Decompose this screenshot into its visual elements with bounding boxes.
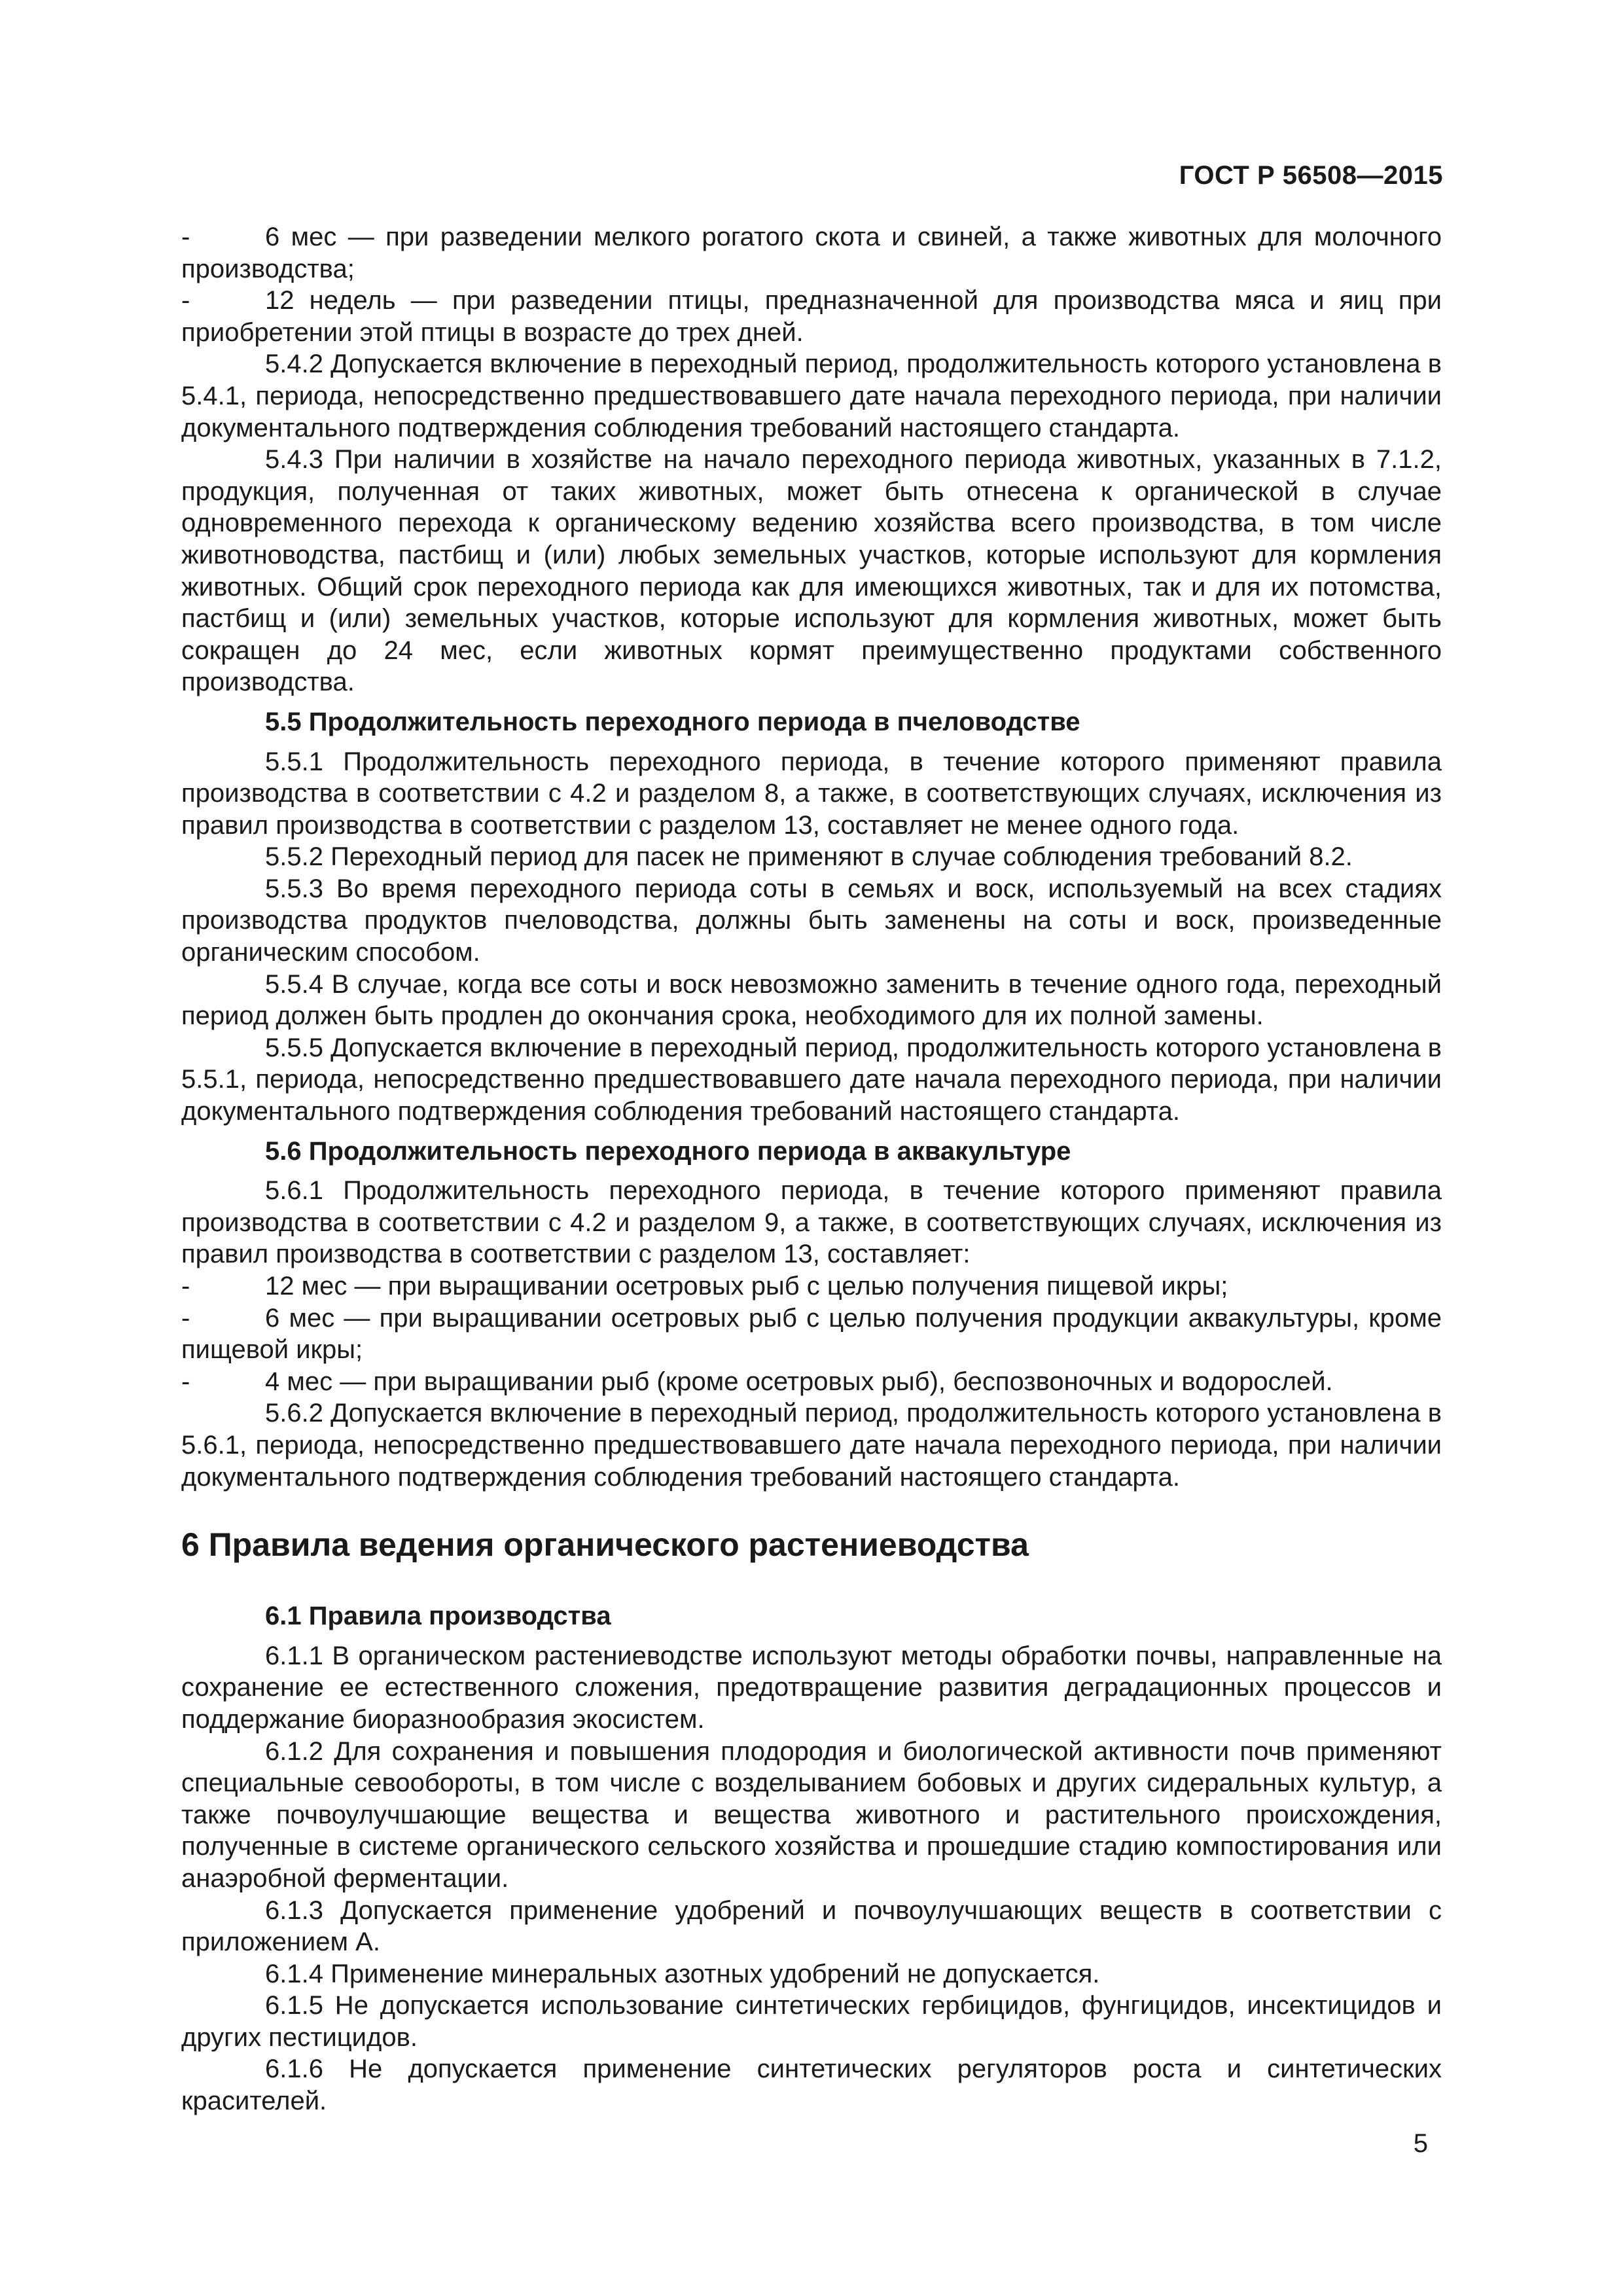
paragraph-6-1-4: 6.1.4 Применение минеральных азотных удобрений не допускается. — [265, 1959, 1100, 1988]
paragraph-5-6-1: 5.6.1 Продолжительность переходного периода, в течение которого применяют правила производства в соответствии с 4.2 и разделом 9, а также, в соответствующих случаях, исключения из правил производства в соответствии с разделом 13, составляет: — [181, 1176, 1442, 1269]
paragraph-5-6-2: 5.6.2 Допускается включение в переходный период, продолжительность которого установлена в 5.6.1, периода, непосредственно предшествовавшего дате начала переходного периода, при наличии документального подтверждения соблюдения требований настоящего стандарта. — [181, 1399, 1442, 1492]
paragraph-5-5-3: 5.5.3 Во время переходного периода соты в семьях и воск, используемый на всех стадиях производства продуктов пчеловодства, должны быть заменены на соты и воск, произведенные органическим способом. — [181, 874, 1442, 967]
paragraph-5-5-4: 5.5.4 В случае, когда все соты и воск невозможно заменить в течение одного года, переходный период должен быть продлен до окончания срока, необходимого для их полной замены. — [181, 969, 1442, 1031]
paragraph-6-1-1: 6.1.1 В органическом растениеводстве используют методы обработки почвы, направленные на сохранение ее естественного сложения, предотвращение развития деградационных процессов и поддержание биоразнообразия экосистем. — [181, 1641, 1442, 1734]
list-item: - 12 мес — при выращивании осетровых рыб с целью получения пищевой икры; — [181, 1272, 1228, 1300]
subsection-heading-6-1: 6.1 Правила производства — [265, 1602, 611, 1631]
paragraph-5-5-1: 5.5.1 Продолжительность переходного периода, в течение которого применяют правила производства в соответствии с 4.2 и разделом 8, а также, в соответствующих случаях, исключения из правил производства в соответствии с разделом 13, составляет не менее одного года. — [181, 747, 1442, 840]
list-item: - 12 недель — при разведении птицы, предназначенной для производства мяса и яиц при приобретении этой птицы в возрасте до трех дней. — [181, 286, 1442, 347]
paragraph-5-5-5: 5.5.5 Допускается включение в переходный период, продолжительность которого установлена в 5.5.1, периода, непосредственно предшествовавшего дате начала переходного периода, при наличии документального подтверждения соблюдения требований настоящего стандарта. — [181, 1033, 1442, 1126]
paragraph-6-1-2: 6.1.2 Для сохранения и повышения плодородия и биологической активности почв применяют специальные севообороты, в том числе с возделыванием бобовых и других сидеральных культур, а также почвоулучшающие вещества и вещества животного и растительного происхождения, полученные в системе органического сельского хозяйства и прошедшие стадию компостирования или анаэробной ферментации. — [181, 1736, 1442, 1893]
list-item: - 4 мес — при выращивании рыб (кроме осетровых рыб), беспозвоночных и водорослей. — [181, 1367, 1333, 1396]
document-body — [181, 221, 1442, 2117]
paragraph-6-1-3: 6.1.3 Допускается применение удобрений и почвоулучшающих веществ в соответствии с приложением А. — [181, 1895, 1442, 1957]
list-item: - 6 мес — при разведении мелкого рогатого скота и свиней, а также животных для молочного производства; — [181, 223, 1442, 283]
paragraph-5-4-3: 5.4.3 При наличии в хозяйстве на начало переходного периода животных, указанных в 7.1.2, продукция, полученная от таких животных, может быть отнесена к органической в случае одновременного перехода к органическому ведению хозяйства всего производства, в том числе животноводства, пастбищ и (или) любых земельных участков, которые используют для кормления животных. Общий срок переходного периода как для имеющихся животных, так и для их потомства, пастбищ и (или) земельных участков, которые используют для кормления животных, может быть сокращен до 24 мес, если животных кормят преимущественно продуктами собственного производства. — [181, 445, 1442, 697]
paragraph-6-1-5: 6.1.5 Не допускается использование синтетических гербицидов, фунгицидов, инсектицидов и других пестицидов. — [181, 1991, 1442, 2052]
paragraph-5-5-2: 5.5.2 Переходный период для пасек не применяют в случае соблюдения требований 8.2. — [265, 842, 1353, 872]
document-header-id: ГОСТ Р 56508—2015 — [1179, 161, 1443, 190]
subsection-heading-5-6: 5.6 Продолжительность переходного периода в аквакультуре — [265, 1136, 1071, 1166]
list-item: - 6 мес — при выращивании осетровых рыб с целью получения продукции аквакультуры, кроме пищевой икры; — [181, 1303, 1442, 1365]
section-heading-6: 6 Правила ведения органического растениеводства — [181, 1526, 1029, 1564]
paragraph-5-4-2: 5.4.2 Допускается включение в переходный период, продолжительность которого установлена в 5.4.1, периода, непосредственно предшествовавшего дате начала переходного периода, при наличии документального подтверждения соблюдения требований настоящего стандарта. — [181, 350, 1442, 442]
subsection-heading-5-5: 5.5 Продолжительность переходного периода в пчеловодстве — [265, 707, 1080, 736]
page-number: 5 — [1413, 2129, 1428, 2158]
paragraph-6-1-6: 6.1.6 Не допускается применение синтетических регуляторов роста и синтетических красителей. — [181, 2054, 1442, 2116]
